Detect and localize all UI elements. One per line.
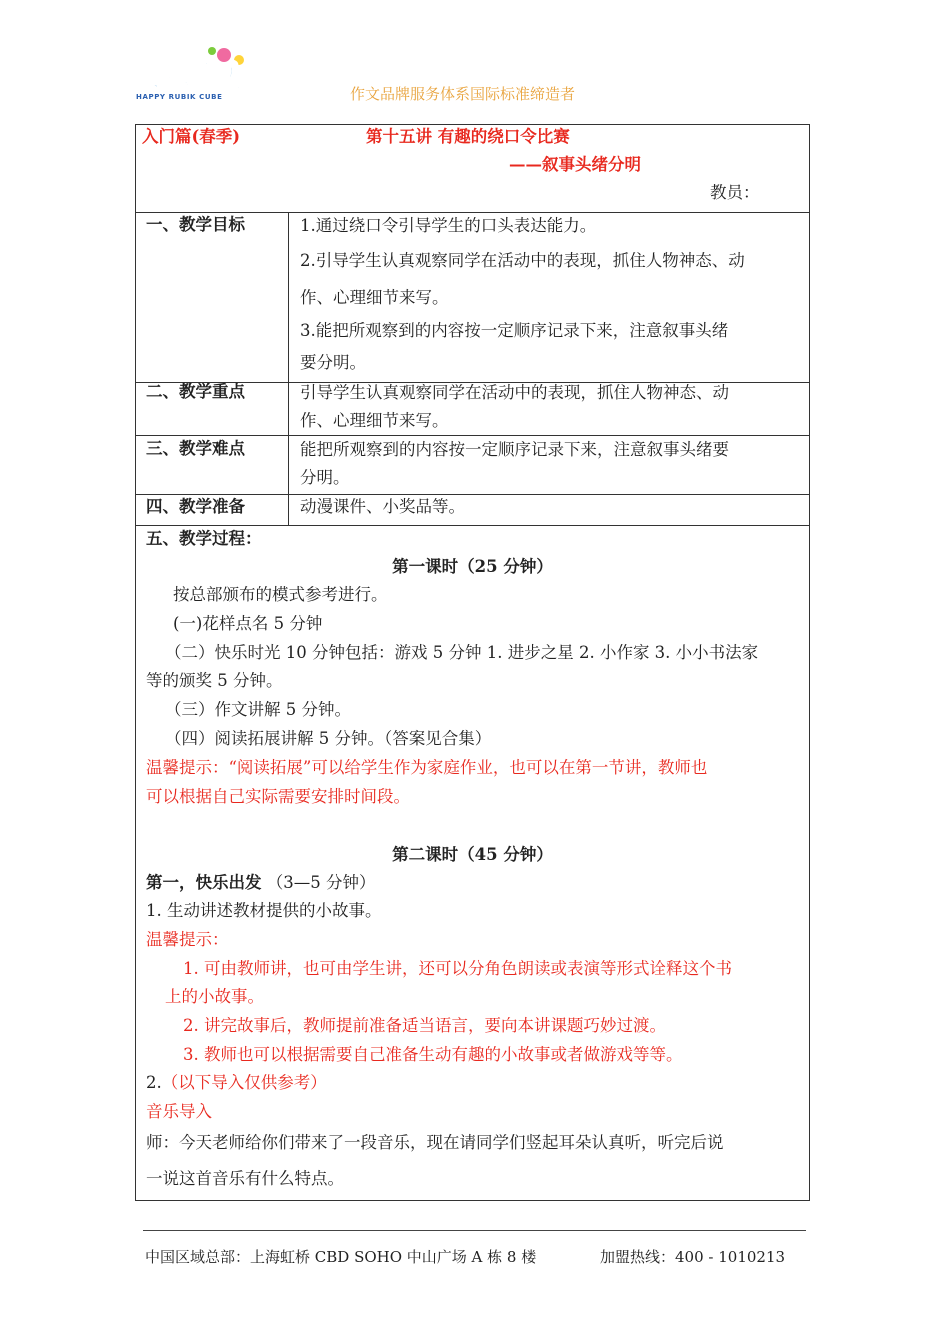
logo-wordmark: 快乐魔方: [130, 59, 250, 94]
tip-line: 2. 讲完故事后，教师提前准备适当语言，要向本讲课题巧妙过渡。: [183, 1016, 666, 1035]
tip-line: 上的小故事。: [165, 987, 264, 1006]
step-heading: [146, 873, 376, 893]
logo-subtext: HAPPY RUBIK CUBE: [136, 93, 223, 101]
section-label-difficulties: 三、教学难点: [146, 439, 245, 458]
difficulty-line: 能把所观察到的内容按一定顺序记录下来，注意叙事头绪要: [300, 440, 729, 459]
lesson-plan-table: [135, 124, 810, 1201]
table-divider: [136, 494, 809, 495]
table-divider: [136, 435, 809, 436]
reference-note: （以下导入仅供参考）: [161, 1073, 327, 1092]
process-line: 1. 生动讲述教材提供的小故事。: [146, 901, 382, 920]
brand-logo: [128, 46, 258, 102]
footer-hotline: 加盟热线：400 - 1010213: [600, 1248, 786, 1266]
key-point-line: 引导学生认真观察同学在活动中的表现，抓住人物神态、动: [300, 383, 729, 402]
key-point-line: 作、心理细节来写。: [300, 411, 449, 430]
item-number: 2.: [146, 1073, 162, 1092]
footer-divider: [143, 1230, 806, 1231]
page-title: 第十五讲 有趣的绕口令比赛: [366, 127, 570, 146]
step-title: 第一，快乐出发: [146, 873, 262, 892]
process-line: [146, 1073, 327, 1093]
dialogue-line: 一说这首音乐有什么特点。: [146, 1169, 344, 1188]
process-line: 等的颁奖 5 分钟。: [146, 671, 283, 690]
course-label: 入门篇(春季): [142, 127, 241, 146]
tip-line: 可以根据自己实际需要安排时间段。: [146, 787, 410, 806]
tip-label: 温馨提示：: [146, 930, 229, 949]
section-label-preparation: 四、教学准备: [146, 497, 245, 516]
brand-slogan: 作文品牌服务体系国际标准缔造者: [350, 85, 576, 103]
section-label-key-points: 二、教学重点: [146, 382, 245, 401]
process-line: （四）阅读拓展讲解 5 分钟。（答案见合集）: [165, 729, 492, 748]
preparation-line: 动漫课件、小奖品等。: [300, 497, 465, 516]
teacher-label: 教员：: [710, 183, 760, 202]
objective-line: 1.通过绕口令引导学生的口头表达能力。: [300, 216, 597, 235]
tip-line: 3. 教师也可以根据需要自己准备生动有趣的小故事或者做游戏等等。: [183, 1045, 683, 1064]
dialogue-line: 师：今天老师给你们带来了一段音乐，现在请同学们竖起耳朵认真听，听完后说: [146, 1133, 724, 1152]
process-line: (一)花样点名 5 分钟: [173, 614, 323, 633]
table-divider: [136, 525, 809, 526]
section-label-objectives: 一、教学目标: [146, 215, 245, 234]
footer-address: 中国区域总部：上海虹桥 CBD SOHO 中山广场 A 栋 8 楼: [145, 1248, 537, 1266]
process-line: 按总部颁布的模式参考进行。: [173, 585, 388, 604]
column-divider: [288, 212, 289, 525]
difficulty-line: 分明。: [300, 468, 350, 487]
objective-line: 2.引导学生认真观察同学在活动中的表现，抓住人物神态、动: [300, 251, 745, 270]
step-duration: （3—5 分钟）: [266, 873, 376, 892]
table-divider: [136, 212, 809, 213]
objective-line: 要分明。: [300, 353, 366, 372]
process-line: （三）作文讲解 5 分钟。: [165, 700, 351, 719]
objective-line: 3.能把所观察到的内容按一定顺序记录下来，注意叙事头绪: [300, 321, 729, 340]
section-label-process: 五、教学过程：: [146, 529, 262, 548]
tip-line: 温馨提示：“阅读拓展”可以给学生作为家庭作业，也可以在第一节讲，教师也: [146, 758, 708, 777]
lesson2-heading: 第二课时（45 分钟）: [392, 845, 553, 864]
page-subtitle: ——叙事头绪分明: [509, 155, 641, 174]
process-line: （二）快乐时光 10 分钟包括：游戏 5 分钟 1. 进步之星 2. 小作家 3. 小小书法家: [165, 643, 759, 662]
music-intro-label: 音乐导入: [146, 1102, 212, 1121]
lesson1-heading: 第一课时（25 分钟）: [392, 557, 553, 576]
tip-line: 1. 可由教师讲，也可由学生讲，还可以分角色朗读或表演等形式诠释这个书: [183, 959, 732, 978]
objective-line: 作、心理细节来写。: [300, 288, 449, 307]
